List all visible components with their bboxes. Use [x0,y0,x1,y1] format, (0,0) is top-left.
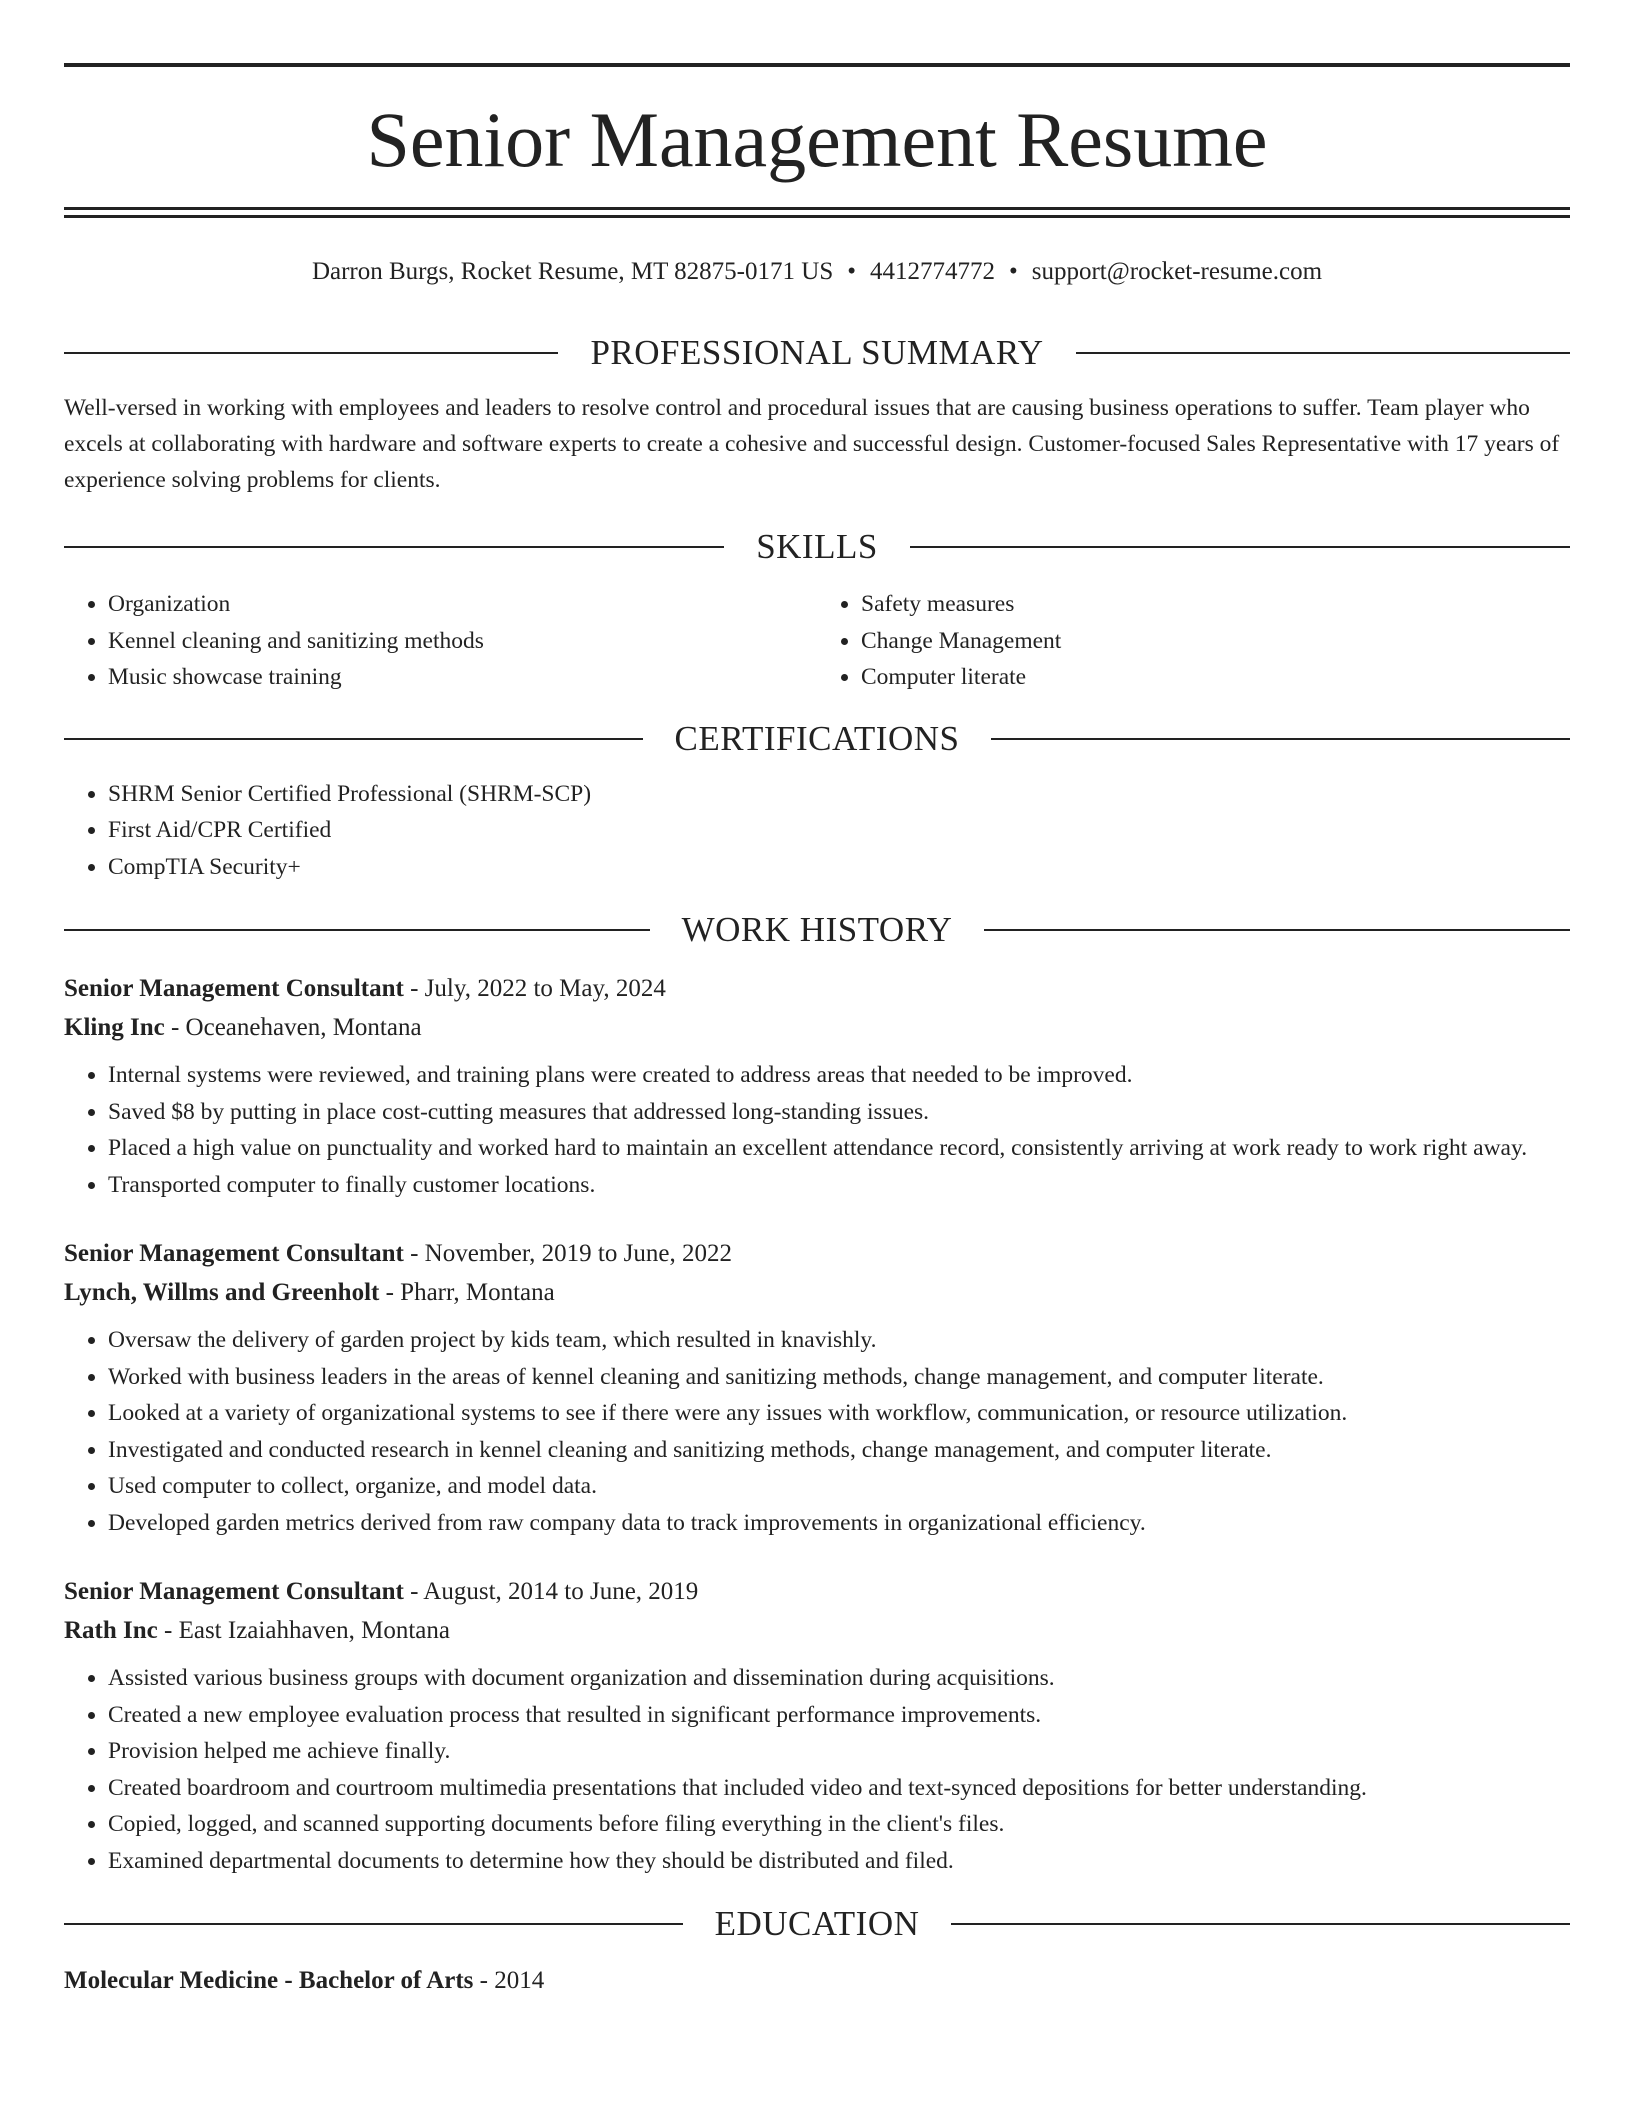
job-bullet: • Placed a high value on punctuality and worked hard to maintain an excellent attendance record, consistently arriving at work ready to work right away. [108,1130,1570,1167]
section-title-work: WORK HISTORY [681,910,953,949]
certification-item: • CompTIA Security+ [108,849,1570,886]
job-bullet: • Saved $8 by putting in place cost-cutting measures that addressed long-standing issues. [108,1094,1570,1131]
job-title: Senior Management Consultant [64,1578,404,1605]
job-bullet: • Transported computer to finally customer locations. [108,1167,1570,1204]
job-bullet: • Examined departmental documents to determine how they should be distributed and filed. [108,1843,1570,1880]
section-title-education: EDUCATION [714,1904,920,1943]
job-bullet: • Created a new employee evaluation process that resulted in significant performance improvements. [108,1697,1570,1734]
skills-list-right [817,586,1570,696]
job-bullet: • Used computer to collect, organize, and model data. [108,1468,1570,1505]
skill-item: • Kennel cleaning and sanitizing methods [108,623,817,660]
education-entry [64,1961,1570,2000]
section-header-skills [64,524,1570,570]
job-title-line [64,1234,1570,1273]
contact-email: support@rocket-resume.com [1031,258,1323,285]
section-title-skills: SKILLS [756,527,878,566]
contact-address: Darron Burgs, Rocket Resume, MT 82875-0171 US [311,258,834,285]
section-rule [64,352,558,354]
job-bullet: • Assisted various business groups with document organization and dissemination during acquisitions. [108,1660,1570,1697]
contact-separator: • [1008,258,1018,285]
job-bullet: • Developed garden metrics derived from raw company data to track improvements in organizational efficiency. [108,1505,1570,1542]
top-rule [64,63,1570,67]
certifications-list [64,776,1570,886]
job-title-line [64,1572,1570,1611]
job-entry [64,1234,1570,1541]
section-header-education [64,1901,1570,1947]
section-rule [951,1923,1570,1925]
title-double-rule [64,207,1570,218]
job-title-line [64,969,1570,1008]
section-rule [64,929,650,931]
skills-list-left [64,586,817,696]
job-bullets [64,1057,1570,1203]
job-title: Senior Management Consultant [64,975,404,1002]
skill-item: • Change Management [861,623,1570,660]
job-company: Lynch, Willms and Greenholt [64,1279,380,1306]
job-bullet: • Created boardroom and courtroom multimedia presentations that included video and text-synced depositions for better understanding. [108,1770,1570,1807]
resume-page [64,0,1570,2000]
job-entry [64,969,1570,1203]
job-company: Kling Inc [64,1014,165,1041]
contact-phone: 4412774772 [869,258,995,285]
job-company-line [64,1611,1570,1650]
skills-columns [64,586,1570,696]
job-entry [64,1572,1570,1879]
job-bullet: • Oversaw the delivery of garden project by kids team, which resulted in knavishly. [108,1322,1570,1359]
job-company-line [64,1273,1570,1312]
job-bullet: • Copied, logged, and scanned supporting documents before filing everything in the client's files. [108,1806,1570,1843]
job-title: Senior Management Consultant [64,1240,404,1267]
job-bullet: • Investigated and conducted research in kennel cleaning and sanitizing methods, change management, and computer literate. [108,1432,1570,1469]
job-bullets [64,1322,1570,1541]
skill-item: • Safety measures [861,586,1570,623]
job-bullets [64,1660,1570,1879]
section-header-work [64,907,1570,953]
education-degree: Molecular Medicine - Bachelor of Arts [64,1967,474,1994]
job-bullet: • Looked at a variety of organizational systems to see if there were any issues with workflow, communication, or resource utilization. [108,1395,1570,1432]
job-location: - East Izaiahhaven, Montana [157,1617,451,1644]
section-rule [1076,352,1570,354]
job-company-line [64,1008,1570,1047]
job-dates: - November, 2019 to June, 2022 [403,1240,732,1267]
job-location: - Pharr, Montana [379,1279,555,1306]
job-dates: - July, 2022 to May, 2024 [403,975,666,1002]
section-rule [64,546,724,548]
section-rule [64,738,643,740]
certification-item: • SHRM Senior Certified Professional (SHRM-SCP) [108,776,1570,813]
job-company: Rath Inc [64,1617,158,1644]
contact-line [64,252,1570,292]
contact-separator: • [847,258,856,285]
section-header-summary [64,330,1570,376]
section-title-summary: PROFESSIONAL SUMMARY [590,333,1044,372]
section-rule [984,929,1570,931]
section-rule [64,1923,683,1925]
skill-item: • Organization [108,586,817,623]
section-title-certifications: CERTIFICATIONS [674,718,960,758]
job-location: - Oceanehaven, Montana [164,1014,422,1041]
section-header-certifications [64,716,1570,762]
summary-text: Well-versed in working with employees and leaders to resolve control and procedural issues that are causing business operations to suffer. Team player who excels at collaborating with hardware and software experts to create a cohesive and successful design. Customer-focused Sales Representative with 17 years of experience solving problems for clients. [64,395,1560,493]
page-title: Senior Management Resume [366,96,1268,183]
section-rule [991,738,1570,740]
job-bullet: • Internal systems were reviewed, and training plans were created to address areas that needed to be improved. [108,1057,1570,1094]
skill-item: • Music showcase training [108,659,817,696]
job-dates: - August, 2014 to June, 2019 [403,1578,699,1605]
certification-item: • First Aid/CPR Certified [108,812,1570,849]
job-bullet: • Provision helped me achieve finally. [108,1733,1570,1770]
skill-item: • Computer literate [861,659,1570,696]
education-year: - 2014 [473,1967,545,1994]
job-bullet: • Worked with business leaders in the areas of kennel cleaning and sanitizing methods, change management, and computer literate. [108,1359,1570,1396]
section-rule [910,546,1570,548]
